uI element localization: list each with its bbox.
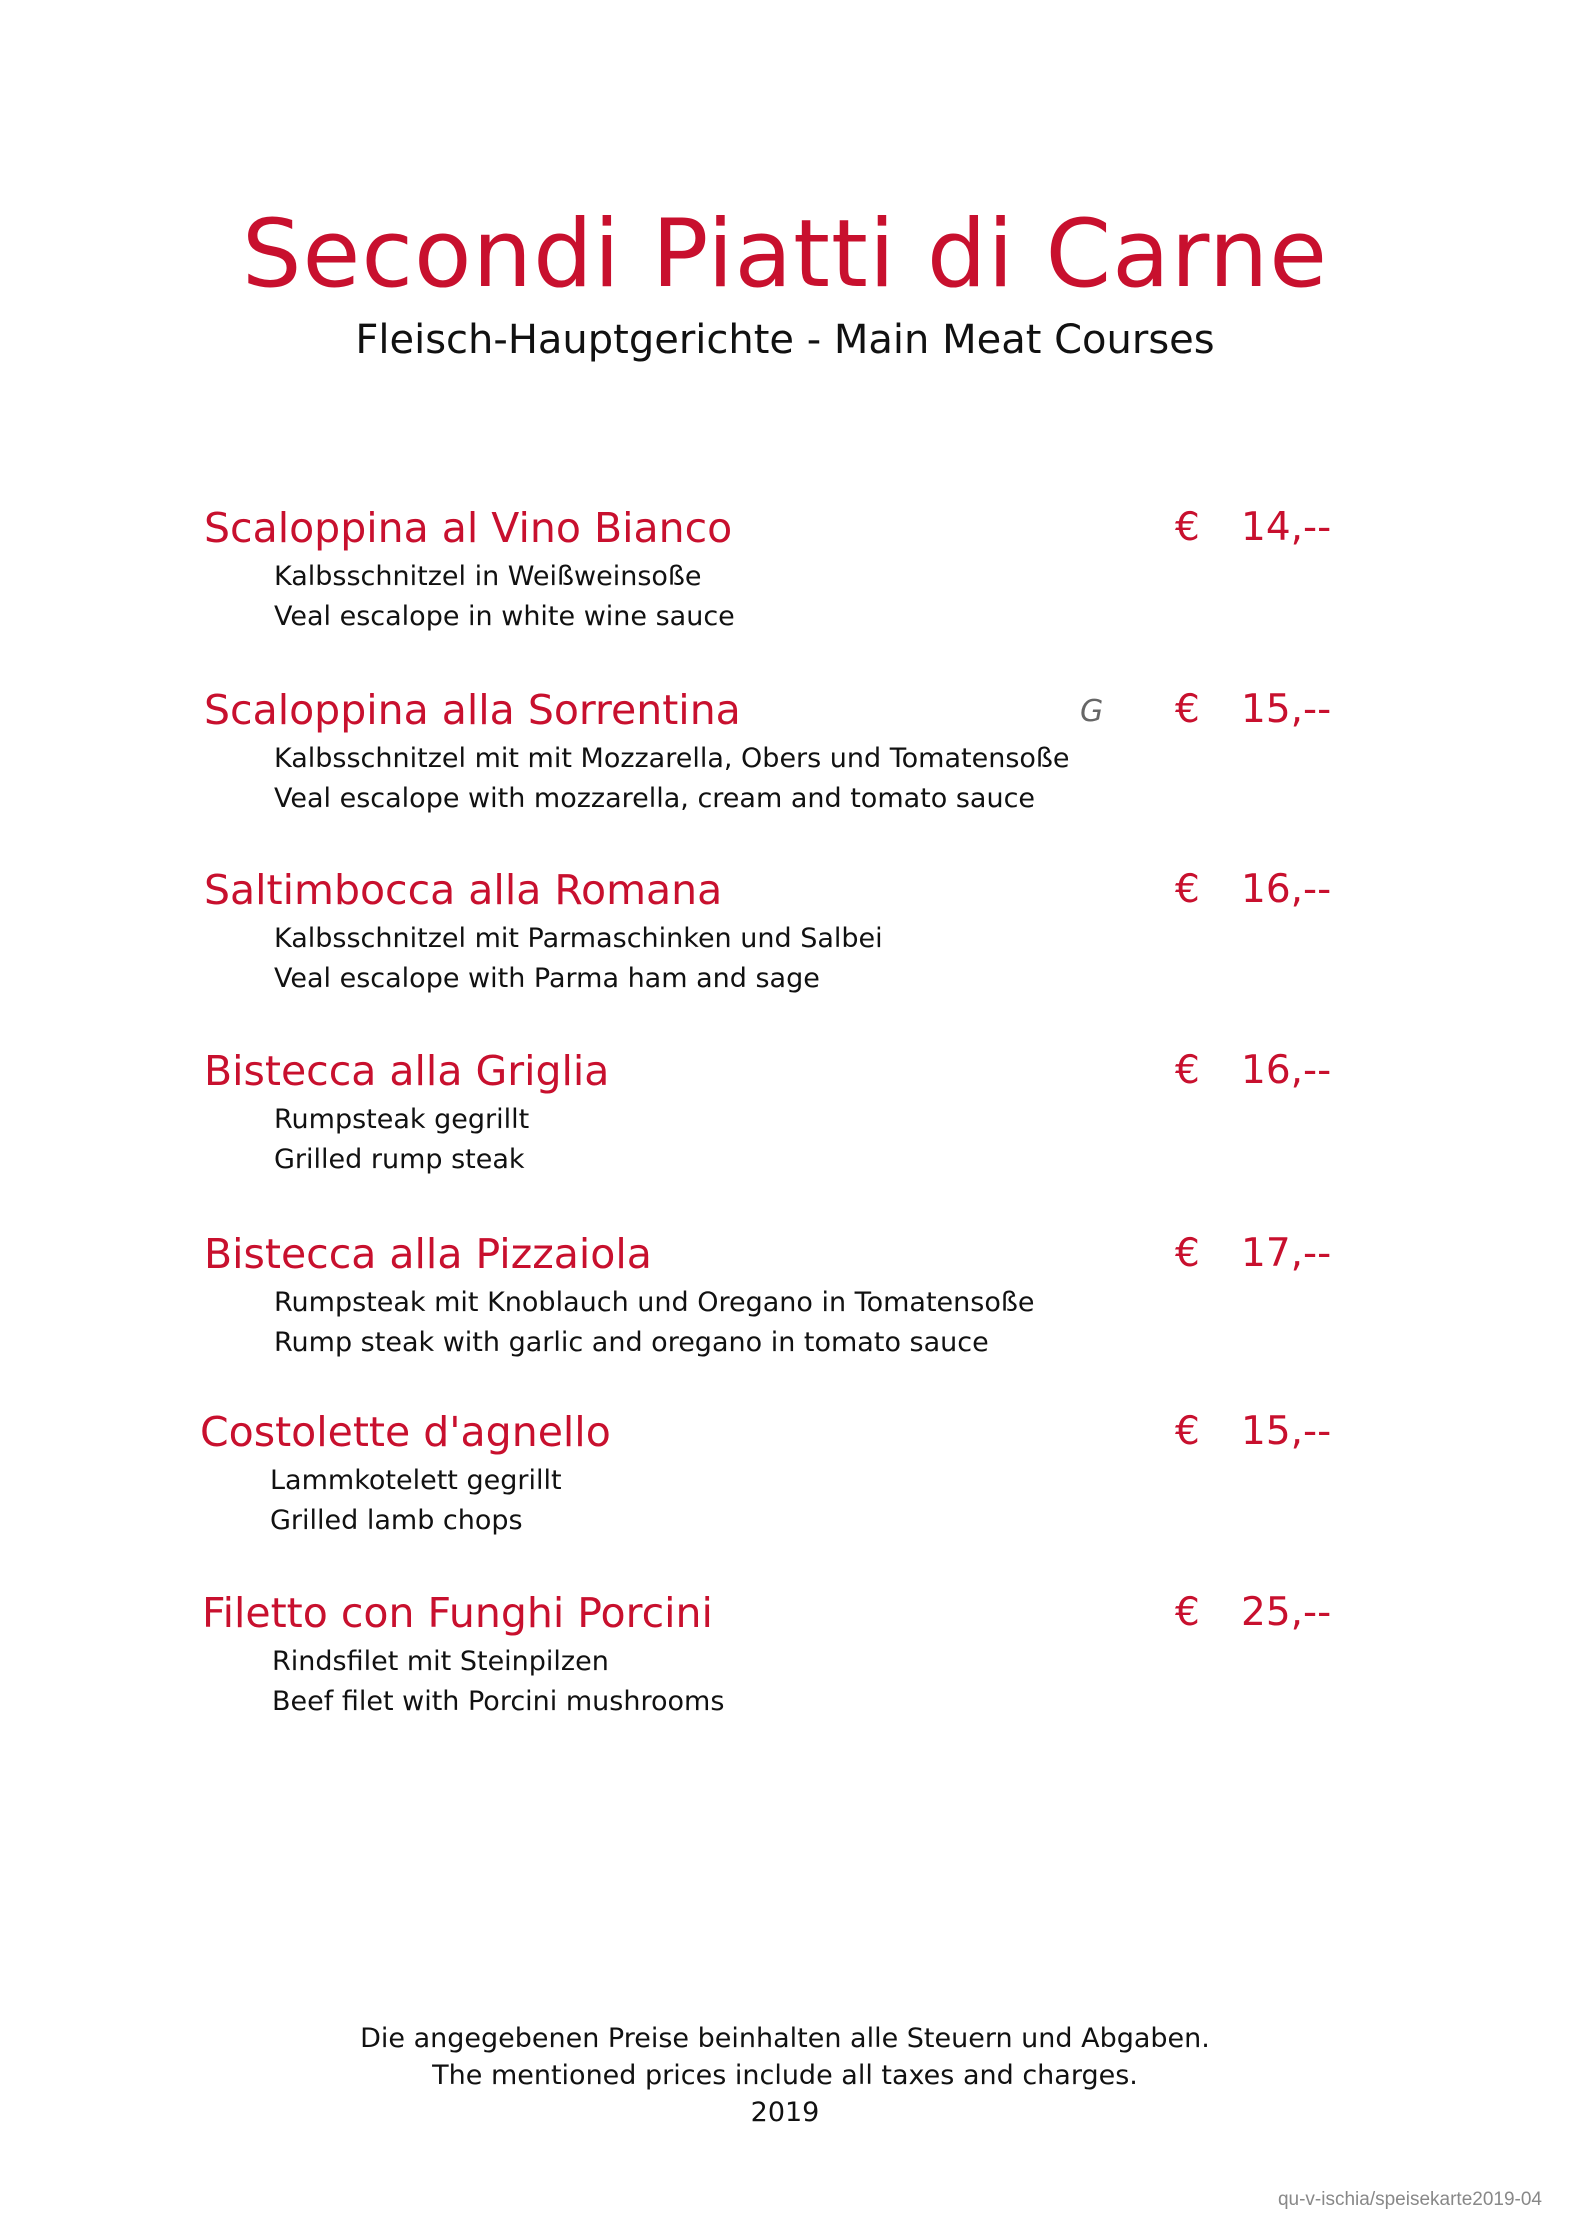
currency-symbol: € [1175,1409,1200,1454]
dish-description-en: Veal escalope in white wine sauce [274,601,735,632]
dish-description-de: Rindsfilet mit Steinpilzen [272,1646,609,1677]
menu-item [200,1224,1400,1384]
page-title: Secondi Piatti di Carne [241,200,1329,309]
dish-description-de: Rumpsteak gegrillt [274,1104,530,1135]
dish-description-en: Rump steak with garlic and oregano in tomato sauce [274,1327,989,1358]
dish-description-en: Veal escalope with mozzarella, cream and tomato sauce [274,783,1036,814]
currency-symbol: € [1175,687,1200,732]
dish-tag: G [1080,694,1104,729]
dish-description-en: Grilled rump steak [274,1144,525,1175]
dish-price [1175,862,1331,918]
menu-item [200,860,1400,1020]
price-notice [0,2020,1570,2131]
dish-price [1175,1043,1331,1099]
currency-symbol: € [1175,1231,1200,1276]
dish-price [1175,1226,1331,1282]
currency-symbol: € [1175,1590,1200,1635]
price-value: 25,-- [1241,1590,1332,1635]
currency-symbol: € [1175,1048,1200,1093]
dish-price [1175,1585,1331,1641]
dish-name: Bistecca alla Griglia [204,1047,610,1095]
price-value: 15,-- [1241,687,1332,732]
price-notice-en: The mentioned prices include all taxes and charges. [432,2060,1138,2091]
currency-symbol: € [1175,867,1200,912]
dish-description-en: Grilled lamb chops [270,1505,523,1536]
menu-item [200,1041,1400,1201]
dish-name: Saltimbocca alla Romana [204,866,723,914]
price-value: 17,-- [1241,1231,1332,1276]
menu-item [200,680,1400,840]
dish-name: Costolette d'agnello [200,1408,611,1456]
menu-item [200,1402,1400,1562]
dish-name: Bistecca alla Pizzaiola [204,1230,652,1278]
dish-description-de: Kalbsschnitzel mit Parmaschinken und Salbei [274,923,883,954]
dish-price [1175,500,1331,556]
price-notice-year: 2019 [750,2097,820,2128]
price-value: 16,-- [1241,867,1332,912]
menu-item [200,498,1400,658]
dish-description-de: Lammkotelett gegrillt [270,1465,562,1496]
dish-name: Scaloppina alla Sorrentina [204,686,741,734]
dish-description-en: Veal escalope with Parma ham and sage [274,963,820,994]
document-reference: qu-v-ischia/speisekarte2019-04 [1277,2189,1542,2210]
dish-name: Filetto con Funghi Porcini [202,1589,713,1637]
dish-name: Scaloppina al Vino Bianco [204,504,733,552]
dish-description-en: Beef filet with Porcini mushrooms [272,1686,725,1717]
dish-description-de: Kalbsschnitzel mit mit Mozzarella, Obers und Tomatensoße [274,743,1070,774]
page-subtitle: Fleisch-Hauptgerichte - Main Meat Courses [355,317,1215,363]
dish-price [1175,682,1331,738]
dish-description-de: Kalbsschnitzel in Weißweinsoße [274,561,702,592]
dish-description-de: Rumpsteak mit Knoblauch und Oregano in Tomatensoße [274,1287,1035,1318]
price-notice-de: Die angegebenen Preise beinhalten alle Steuern und Abgaben. [360,2023,1210,2054]
price-value: 14,-- [1241,505,1332,550]
menu-item [200,1583,1400,1743]
price-value: 15,-- [1241,1409,1332,1454]
price-value: 16,-- [1241,1048,1332,1093]
dish-price [1175,1404,1331,1460]
currency-symbol: € [1175,505,1200,550]
